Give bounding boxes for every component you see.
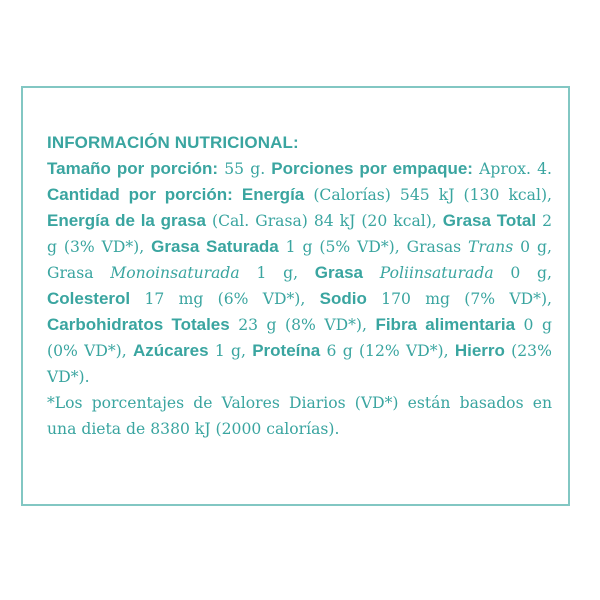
mono-fat-prefix: Grasa	[47, 264, 94, 282]
fat-energy-label: Energía de la grasa	[47, 211, 206, 230]
total-fat-value: 2 g (3% VD*),	[47, 212, 552, 256]
servings-label: Porciones por empaque:	[271, 159, 473, 178]
serving-size-label: Tamaño por porción:	[47, 159, 219, 178]
iron-value: (23% VD*).	[47, 342, 552, 386]
amount-label: Cantidad por porción:	[47, 185, 233, 204]
carbs-value: 23 g (8% VD*),	[238, 316, 367, 334]
sodium-value: 170 mg (7% VD*),	[381, 290, 552, 308]
saturated-fat-label: Grasa Saturada	[151, 237, 279, 256]
total-fat-label: Grasa Total	[442, 211, 537, 230]
saturated-fat-value: 1 g (5% VD*),	[285, 238, 400, 256]
sugars-label: Azúcares	[132, 341, 209, 360]
poly-fat-italic: Poliinsaturada	[379, 264, 494, 282]
servings-value: Aprox. 4.	[479, 160, 552, 178]
iron-label: Hierro	[454, 341, 505, 360]
poly-fat-value: 0 g,	[510, 264, 552, 282]
energy-value: (Calorías) 545 kJ (130 kcal),	[313, 186, 552, 204]
cholesterol-value: 17 mg (6% VD*),	[144, 290, 306, 308]
trans-fat-italic: Trans	[468, 238, 514, 256]
mono-fat-italic: Monoinsaturada	[110, 264, 240, 282]
serving-size-value: 55 g.	[224, 160, 266, 178]
fiber-label: Fibra alimentaria	[375, 315, 516, 334]
trans-fat-prefix: Grasas	[406, 238, 462, 256]
carbs-label: Carbohidratos Totales	[47, 315, 230, 334]
mono-fat-value: 1 g,	[256, 264, 299, 282]
daily-value-footnote: *Los porcentajes de Valores Diarios (VD*) están basados en una dieta de 8380 kJ (2000 calorías).	[47, 394, 552, 438]
poly-fat-prefix: Grasa	[314, 263, 363, 282]
trans-fat-value: 0 g,	[520, 238, 552, 256]
nutrition-facts-paragraph	[47, 156, 552, 390]
protein-label: Proteína	[252, 341, 321, 360]
fat-energy-value: (Cal. Grasa) 84 kJ (20 kcal),	[212, 212, 437, 230]
fiber-value: 0 g (0% VD*),	[47, 316, 552, 360]
energy-label: Energía	[241, 185, 305, 204]
protein-value: 6 g (12% VD*),	[326, 342, 449, 360]
sodium-label: Sodio	[319, 289, 367, 308]
nutrition-info-content	[47, 130, 552, 442]
sugars-value: 1 g,	[214, 342, 246, 360]
nutrition-title: INFORMACIÓN NUTRICIONAL:	[47, 133, 299, 152]
cholesterol-label: Colesterol	[47, 289, 131, 308]
